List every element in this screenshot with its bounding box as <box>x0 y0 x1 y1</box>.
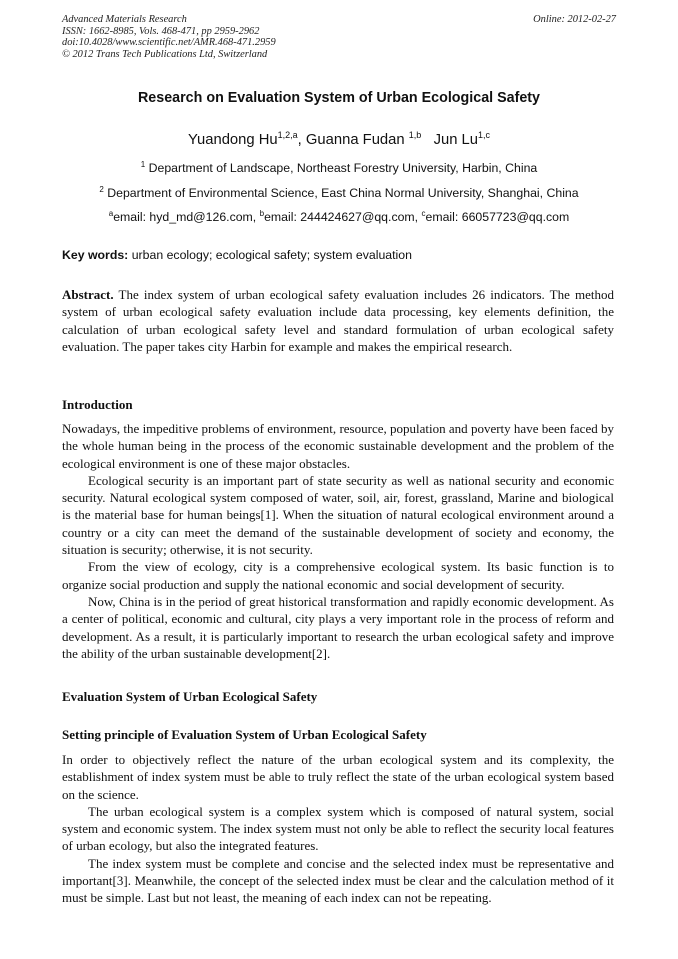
keywords-text: urban ecology; ecological safety; system evaluation <box>128 248 412 262</box>
introduction-heading: Introduction <box>62 397 133 412</box>
email-superscript: a <box>108 209 114 218</box>
email-superscript: c <box>421 209 426 218</box>
paragraph: Now, China is in the period of great historical transformation and rapidly economic development. As a center of political, economic and cultural, city plays a very important role in the process of reform and development. As a result, it is particularly important to research the urban ecological safety and improve the ability of the urban sustainable development[2]. <box>62 593 614 661</box>
affiliation-2 <box>0 185 678 200</box>
author-superscript: 1,b <box>408 130 422 140</box>
email-line <box>0 209 678 224</box>
affiliation-text: Department of Environmental Science, East China Normal University, Shanghai, China <box>107 186 579 200</box>
author-superscript: 1,2,a <box>277 130 298 140</box>
author-name: Yuandong Hu <box>187 132 278 148</box>
doi-line: doi:10.4028/www.scientific.net/AMR.468-471.2959 <box>62 37 276 49</box>
paragraph: Nowadays, the impeditive problems of environment, resource, population and poverty have been faced by the whole human being in the process of the economic sustainable development and the problem of the ecological environment is one of these major obstacles. <box>62 421 614 471</box>
author-line <box>0 130 678 148</box>
paragraph: The index system must be complete and concise and the selected index must be representative and important[3]. Meanwhile, the concept of the selected index must be clear and the calculation method of it must be simple. Last but not least, the meaning of each index can not be repeating. <box>62 855 614 906</box>
online-date: Online: 2012-02-27 <box>533 14 616 25</box>
paragraph: From the view of ecology, city is a comprehensive ecological system. Its basic function is to organize social production and supply the national economic and social development of security. <box>62 559 614 592</box>
paragraph: Ecological security is an important part of state security as well as national security and economic security. Natural ecological system composed of water, soil, air, forest, grassland, Marine and biological is the material base for human beings[1]. When the situation of natural ecological environment around a country or a city can meet the demand of the sustainable development of society and economy, the situation is security; otherwise, it is not security. <box>62 472 614 558</box>
abstract-label: Abstract. <box>62 287 114 302</box>
copyright-line: © 2012 Trans Tech Publications Ltd, Switzerland <box>62 48 268 60</box>
affiliation-text: Department of Landscape, Northeast Forestry University, Harbin, China <box>148 161 538 175</box>
abstract <box>62 286 614 355</box>
email-text: email: 66057723@qq.com <box>425 210 570 224</box>
affiliation-superscript: 1 <box>140 160 146 169</box>
subsection-heading: Setting principle of Evaluation System of Urban Ecological Safety <box>62 727 427 742</box>
issn-line: ISSN: 1662-8985, Vols. 468-471, pp 2959-2962 <box>62 25 260 37</box>
paper-title: Research on Evaluation System of Urban Ecological Safety <box>137 90 541 106</box>
paragraph: In order to objectively reflect the nature of the urban ecological system and its complexity, the establishment of index system must be able to truly reflect the state of the urban ecological system based on the science. <box>62 752 614 802</box>
author-name: , Guanna Fudan <box>297 132 409 148</box>
email-text: email: hyd_md@126.com, <box>113 210 260 224</box>
author-name: Jun Lu <box>433 132 479 148</box>
paragraph: The urban ecological system is a complex system which is composed of natural system, social system and economic system. The index system must not only be able to reflect the security local features of urban ecology, but also the integrated features. <box>62 803 614 854</box>
section-body <box>62 751 614 907</box>
affiliation-superscript: 2 <box>99 185 104 194</box>
email-superscript: b <box>259 209 265 218</box>
abstract-text: The index system of urban ecological safety evaluation includes 26 indicators. The method system of urban ecological safety evaluation include data processing, key elements definition, the calculation of urban ecological safety level and standard formulation of urban ecological safety evaluation. The paper takes city Harbin for example and makes the empirical research. <box>62 287 614 354</box>
introduction-body <box>62 420 614 662</box>
keywords-label: Key words: <box>62 248 129 262</box>
author-superscript: 1,c <box>478 130 491 140</box>
affiliation-1 <box>0 160 678 175</box>
journal-header <box>62 14 616 60</box>
section-heading: Evaluation System of Urban Ecological Safety <box>62 689 318 704</box>
journal-name: Advanced Materials Research <box>62 14 187 25</box>
keywords <box>62 248 412 262</box>
email-text: email: 244424627@qq.com, <box>264 210 422 224</box>
